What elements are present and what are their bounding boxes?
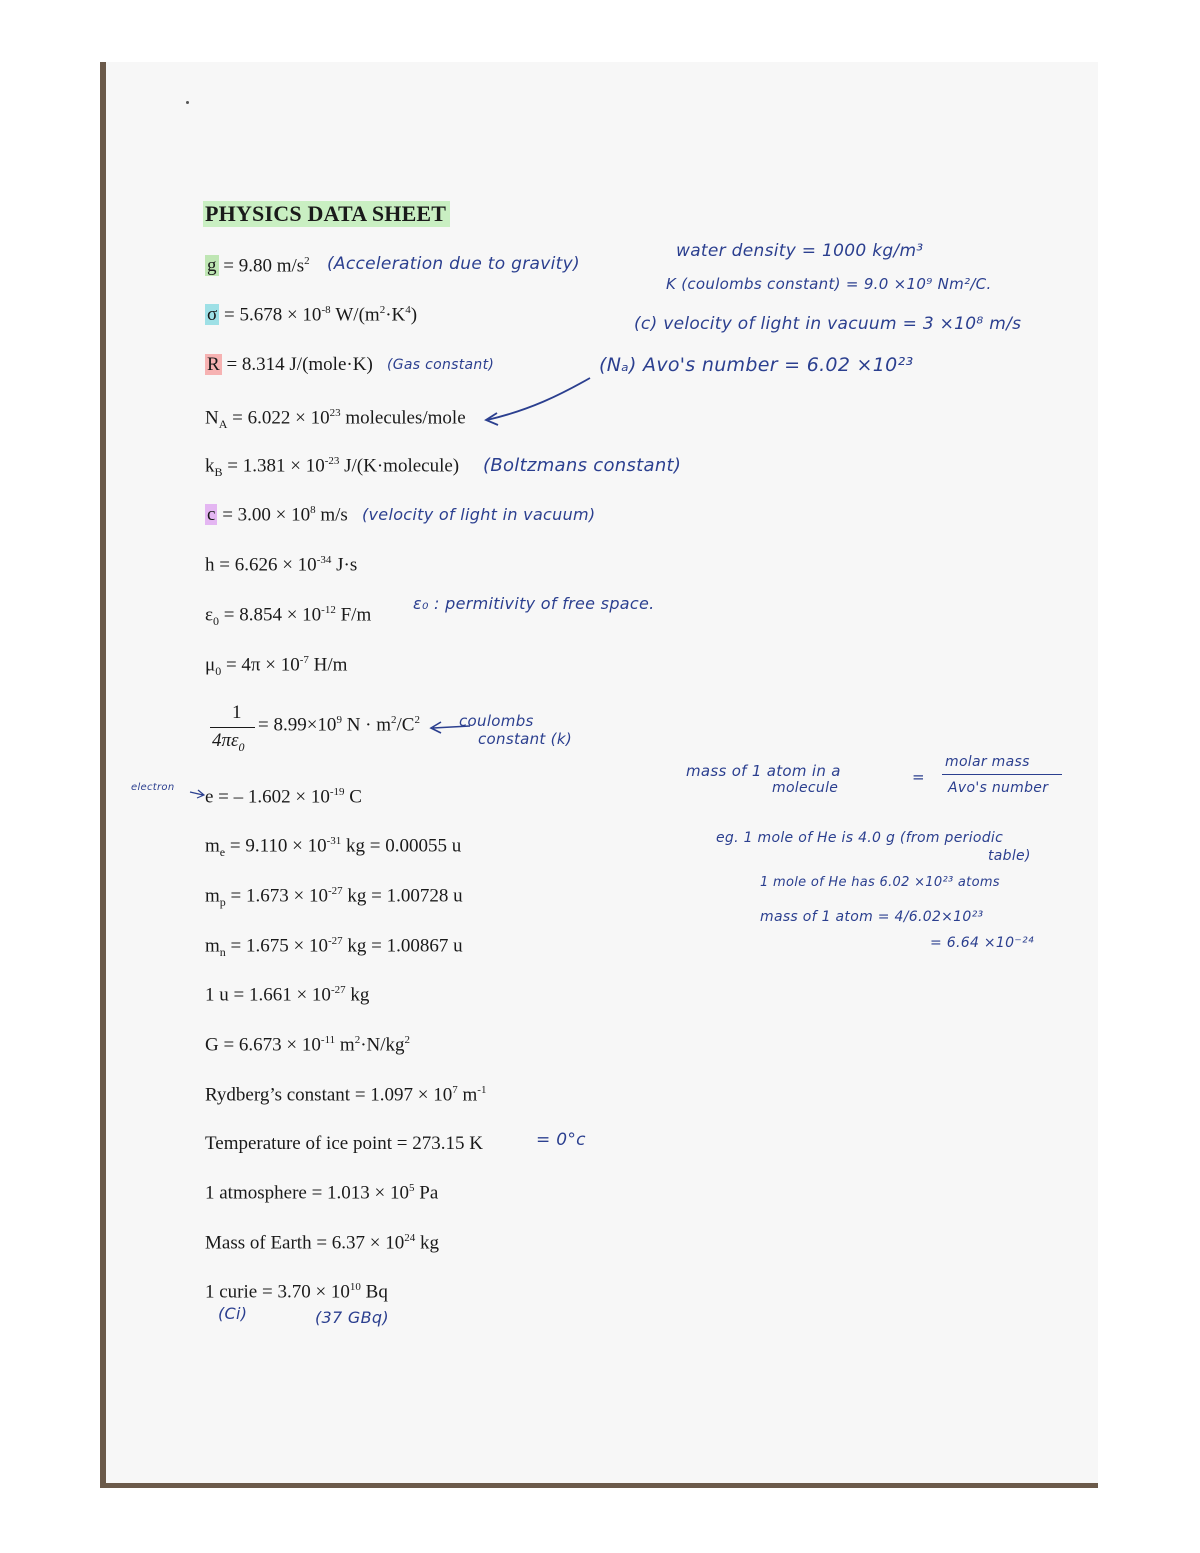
note-permittivity: ε₀ : permitivity of free space. (413, 594, 655, 613)
coulomb-rhs-tail: /C (396, 714, 415, 736)
eq-earth-tail: kg (415, 1232, 440, 1254)
eq-mu-lead: μ (205, 654, 216, 676)
eq-mp-sup: -27 (327, 885, 343, 897)
eq-curie-text: 1 curie = 3.70 × 10 (205, 1281, 350, 1303)
eq-g-sup: -11 (320, 1034, 336, 1046)
arrow-avogadro-link (487, 378, 590, 420)
note-gbq: (37 GBq) (315, 1308, 389, 1327)
note-avo-number: Avo's number (948, 780, 1049, 796)
eq-sigma-sup1: -8 (321, 304, 331, 316)
frac-numerator: 1 (232, 702, 242, 723)
arrow-coulomb (431, 722, 470, 733)
eq-na-sub: A (218, 417, 228, 432)
eq-mu-text: = 4π × 10 (221, 654, 300, 676)
eq-c-sup: 8 (310, 504, 316, 516)
eq-me-tail: kg = 0.00055 u (341, 835, 462, 857)
eq-c-text: = 3.00 × 10 (217, 504, 311, 526)
frac-den-sub: 0 (238, 739, 245, 754)
note-example-5: = 6.64 ×10⁻²⁴ (930, 935, 1034, 951)
coulomb-rhs-sup2: 2 (391, 714, 397, 726)
eq-rydberg-text: Rydberg’s constant = 1.097 × 10 (205, 1084, 453, 1106)
eq-na-lead: N (205, 407, 219, 429)
eq-sigma-sup2: 2 (379, 304, 386, 316)
eq-eps-sup: -12 (321, 604, 336, 616)
note-example-4: mass of 1 atom = 4/6.02×10²³ (760, 909, 984, 925)
eq-mn-sub: n (219, 945, 226, 960)
eq-atm-text: 1 atmosphere = 1.013 × 10 (205, 1182, 410, 1204)
eq-curie-tail: Bq (360, 1281, 388, 1303)
eq-sigma-text: = 5.678 × 10 (219, 304, 322, 326)
eq-sigma-text3: ·K (385, 304, 406, 326)
note-mass-atom-1: mass of 1 atom in a (686, 762, 841, 780)
note-ice-celsius: = 0°c (536, 1130, 586, 1150)
eq-me-lead: m (205, 835, 220, 857)
note-c-light: (c) velocity of light in vacuum = 3 ×10⁸ m/s (634, 314, 1022, 334)
note-mass-eq-sign: = (912, 768, 925, 786)
eq-curie-sup: 10 (349, 1281, 361, 1293)
eq-rydberg-tail: m (457, 1084, 478, 1106)
note-water-density: water density = 1000 kg/m³ (676, 241, 924, 261)
note-example-2: table) (988, 848, 1031, 864)
note-mass-atom-2: molecule (772, 780, 839, 796)
eq-mu-tail: H/m (308, 654, 348, 676)
eq-kb-tail: J/(K·molecule) (339, 455, 460, 477)
coulomb-rhs-sup3: 2 (414, 714, 420, 726)
eq-u-tail: kg (345, 984, 370, 1006)
eq-earth-sup: 24 (404, 1232, 416, 1244)
eq-g-text: G = 6.673 × 10 (205, 1034, 321, 1056)
eq-g-tail2: ·N/kg (360, 1034, 405, 1056)
note-electron: electron (131, 782, 175, 793)
eq-e-tail: C (344, 786, 362, 808)
eq-sigma-sup3: 4 (405, 304, 411, 316)
symbol-r: R (207, 354, 220, 375)
eq-h-sup: -34 (316, 554, 332, 566)
eq-mu-sup: -7 (299, 654, 309, 666)
eq-g-sup2: 2 (354, 1034, 361, 1046)
eq-h-text: h = 6.626 × 10 (205, 554, 317, 576)
eq-atm-tail: Pa (414, 1182, 439, 1204)
note-example-3: 1 mole of He has 6.02 ×10²³ atoms (760, 875, 1000, 890)
eq-mp-tail: kg = 1.00728 u (342, 885, 463, 907)
coulomb-rhs-mid: N · m (341, 714, 392, 736)
eq-mn-text: = 1.675 × 10 (225, 935, 328, 957)
eq-e-text: e = – 1.602 × 10 (205, 786, 330, 808)
note-boltzmann: (Boltzmans constant) (483, 455, 682, 476)
eq-me-text: = 9.110 × 10 (225, 835, 327, 857)
eq-na-text: = 6.022 × 10 (227, 407, 330, 429)
note-ci: (Ci) (218, 1304, 248, 1323)
eq-r-text: = 8.314 J/(mole·K) (221, 354, 373, 375)
eq-u-sup: -27 (330, 984, 346, 996)
eq-me-sub: e (219, 845, 226, 860)
eq-u-text: 1 u = 1.661 × 10 (205, 984, 331, 1006)
frac-den-text: 4πε (212, 730, 239, 751)
eq-sigma-text4: ) (410, 304, 418, 326)
eq-na-sup: 23 (329, 407, 341, 419)
arrow-electron (190, 790, 204, 798)
eq-gravity-text: = 9.80 m/s (218, 255, 305, 277)
note-avogadro: (Nₐ) Avo's number = 6.02 ×10²³ (599, 354, 914, 376)
eq-gravity-sup: 2 (304, 255, 310, 267)
eq-g-sup3: 2 (404, 1034, 411, 1046)
note-light: (velocity of light in vacuum) (362, 505, 596, 524)
symbol-g: g (207, 255, 217, 277)
eq-kb-text: = 1.381 × 10 (222, 455, 325, 477)
eq-mu-sub: 0 (215, 664, 222, 679)
page-title: PHYSICS DATA SHEET (203, 201, 450, 227)
eq-me-sup: -31 (326, 835, 342, 847)
coulomb-rhs-text: = 8.99×10 (258, 714, 337, 736)
eq-kb-sup: -23 (324, 455, 340, 467)
eq-rydberg-sup: 7 (452, 1084, 458, 1096)
note-gas: (Gas constant) (387, 357, 495, 373)
note-coulombs-1: coulombs (459, 712, 534, 730)
eq-kb-lead: k (205, 455, 215, 477)
eq-na-tail: molecules/mole (340, 407, 466, 429)
note-k-constant: K (coulombs constant) = 9.0 ×10⁹ Nm²/C. (666, 275, 992, 293)
symbol-sigma: σ (207, 304, 218, 326)
eq-eps-sub: 0 (212, 614, 219, 629)
note-coulombs-2: constant (k) (478, 730, 572, 748)
note-molar-mass: molar mass (945, 754, 1030, 770)
eq-c-tail: m/s (315, 504, 348, 526)
eq-rydberg-sup2: -1 (477, 1084, 487, 1096)
eq-atm-sup: 5 (409, 1182, 415, 1194)
eq-eps-tail: F/m (335, 604, 372, 626)
eq-eps-text: = 8.854 × 10 (218, 604, 322, 626)
eq-mp-sub: p (219, 895, 226, 910)
eq-ice-text: Temperature of ice point = 273.15 K (205, 1133, 483, 1154)
eq-g-tail: m (335, 1034, 355, 1056)
eq-sigma-text2: W/(m (330, 304, 380, 326)
note-example-1: eg. 1 mole of He is 4.0 g (from periodic (716, 830, 1004, 846)
eq-mn-tail: kg = 1.00867 u (342, 935, 463, 957)
eq-earth-text: Mass of Earth = 6.37 × 10 (205, 1232, 405, 1254)
eq-eps-lead: ε (205, 604, 213, 626)
eq-e-sup: -19 (329, 786, 345, 798)
eq-mn-sup: -27 (327, 935, 343, 947)
eq-h-tail: J·s (331, 554, 358, 576)
eq-kb-sub: B (214, 465, 223, 480)
coulomb-rhs-sup: 9 (336, 714, 342, 726)
eq-mp-lead: m (205, 885, 220, 907)
note-gravity: (Acceleration due to gravity) (327, 254, 580, 274)
eq-mn-lead: m (205, 935, 220, 957)
symbol-c: c (207, 504, 216, 526)
eq-mp-text: = 1.673 × 10 (225, 885, 328, 907)
